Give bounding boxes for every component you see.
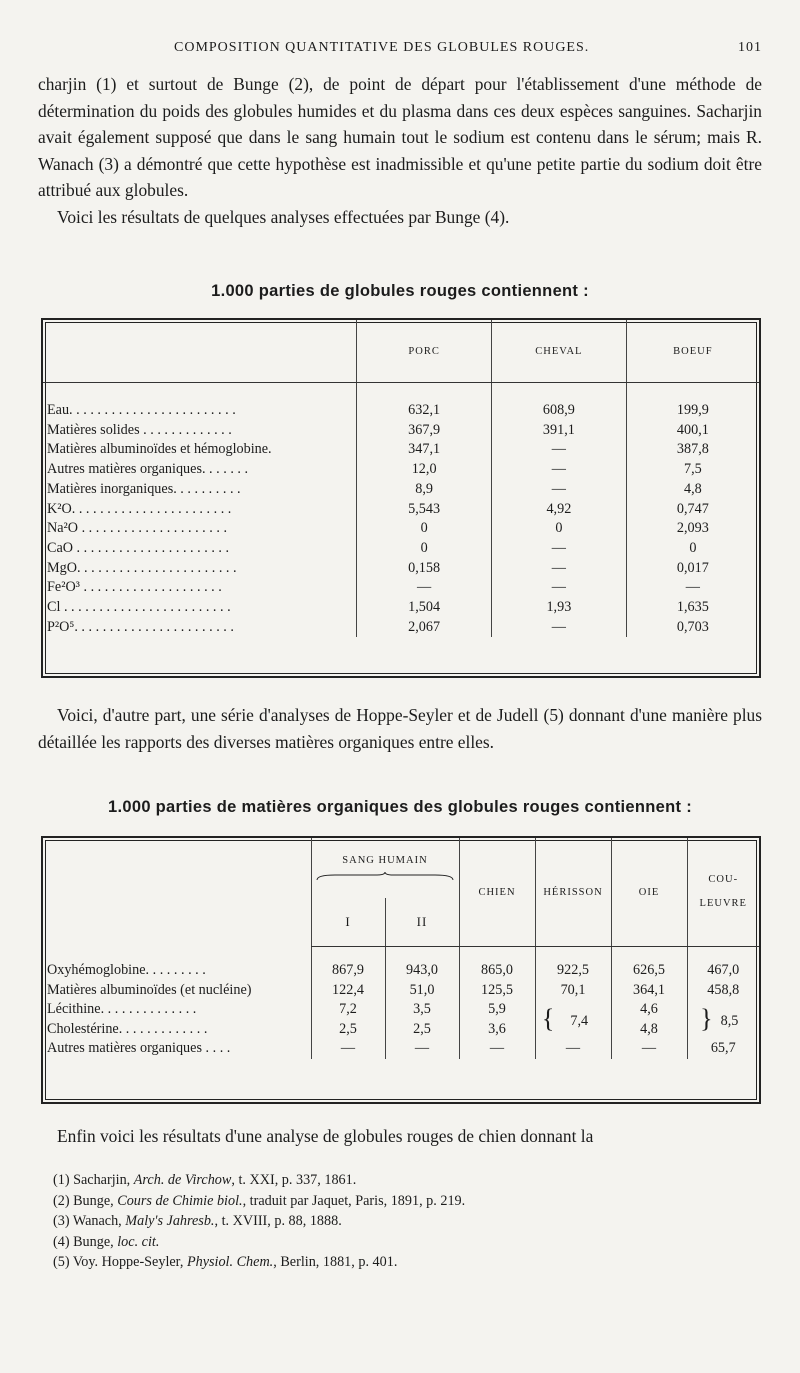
table-row: [43, 559, 759, 579]
cell-value: —: [535, 1039, 611, 1059]
table-row: [43, 1020, 759, 1040]
table-row: [43, 947, 759, 981]
paragraph: Voici, d'autre part, une série d'analyses de Hoppe-Seyler et de Judell (5) donnant d'une manière plus détaillée les rapports des diverses matières organiques entre elles.: [38, 705, 762, 752]
right-brace-icon: }: [700, 1004, 713, 1034]
column-header-part: COU-: [708, 874, 739, 885]
cell-value: 122,4: [311, 981, 385, 1001]
row-label: Matières albuminoïdes (et nucléine): [47, 981, 252, 998]
paragraph: Enfin voici les résultats d'une analyse de globules rouges de chien donnant la: [57, 1126, 594, 1146]
cell-value: 70,1: [535, 981, 611, 1001]
row-label: CaO . . . . . . . . . . . . . . . . . . . . . .: [47, 539, 230, 556]
column-header: CHEVAL: [492, 320, 627, 383]
cell-value: 458,8: [687, 981, 759, 1001]
body-text-bottom: [38, 1123, 762, 1150]
merged-cell: [535, 1000, 611, 1039]
body-text-middle: [38, 702, 762, 755]
paragraph: Voici les résultats de quelques analyses effectuées par Bunge (4).: [57, 206, 510, 227]
cell-value: —: [492, 480, 627, 500]
cell-value: —: [492, 539, 627, 559]
cell-value: 467,0: [687, 947, 759, 981]
table-row: [43, 981, 759, 1001]
footnote: (1) Sacharjin, Arch. de Virchow, t. XXI, p. 337, 1861.: [53, 1172, 357, 1188]
table2-caption: 1.000 parties de matières organiques des globules rouges contiennent :: [108, 798, 692, 816]
cell-value: 7,5: [626, 460, 759, 480]
cell-value: 7,4: [570, 1013, 589, 1030]
cell-value: 4,92: [492, 500, 627, 520]
cell-value: 1,504: [357, 598, 492, 618]
column-header-part: LEUVRE: [699, 898, 747, 909]
cell-value: 2,5: [311, 1020, 385, 1040]
row-label: Lécithine. . . . . . . . . . . . . .: [47, 1001, 197, 1018]
row-label: Cl . . . . . . . . . . . . . . . . . . . . . . . .: [47, 599, 231, 616]
cell-value: 943,0: [385, 947, 459, 981]
cell-value: —: [492, 440, 627, 460]
page-number: 101: [738, 40, 762, 55]
cell-value: 199,9: [626, 383, 759, 421]
cell-value: 0,703: [626, 618, 759, 638]
cell-value: 387,8: [626, 440, 759, 460]
cell-value: 0,747: [626, 500, 759, 520]
column-header: PORC: [357, 320, 492, 383]
table-row: [43, 440, 759, 460]
cell-value: 364,1: [611, 981, 687, 1001]
cell-value: 51,0: [385, 981, 459, 1001]
cell-value: 4,6: [611, 1000, 687, 1020]
row-label: Matières solides . . . . . . . . . . . . .: [47, 421, 232, 438]
row-label: K²O. . . . . . . . . . . . . . . . . . . . . . .: [47, 500, 232, 517]
column-header: CHIEN: [459, 838, 535, 947]
table-row: [43, 480, 759, 500]
cell-value: 8,5: [720, 1013, 739, 1030]
row-label: Oxyhémoglobine. . . . . . . . .: [47, 961, 206, 978]
cell-value: 626,5: [611, 947, 687, 981]
cell-value: 4,8: [611, 1020, 687, 1040]
cell-value: 0,017: [626, 559, 759, 579]
footnote: (4) Bunge, loc. cit.: [53, 1233, 160, 1250]
cell-value: 5,9: [459, 1000, 535, 1020]
row-label: Autres matières organiques. . . . . . .: [47, 461, 249, 478]
running-header: [38, 40, 762, 60]
table-row: [43, 1000, 759, 1020]
group-header-label: SANG HUMAIN: [342, 854, 428, 866]
cell-value: —: [492, 559, 627, 579]
cell-value: 2,093: [626, 519, 759, 539]
row-label: MgO. . . . . . . . . . . . . . . . . . . . . . .: [47, 559, 237, 576]
table-blood-globules: [41, 318, 761, 678]
row-label: Fe²O³ . . . . . . . . . . . . . . . . . . . .: [47, 579, 222, 596]
row-label: Cholestérine. . . . . . . . . . . . .: [47, 1020, 208, 1037]
cell-value: 1,635: [626, 598, 759, 618]
cell-value: 4,8: [626, 480, 759, 500]
cell-value: 65,7: [687, 1039, 759, 1059]
table-row: [43, 1039, 759, 1059]
footnote: (3) Wanach, Maly's Jahresb., t. XVIII, p. 88, 1888.: [53, 1213, 342, 1230]
footnote: (2) Bunge, Cours de Chimie biol., traduit par Jaquet, Paris, 1891, p. 219.: [53, 1192, 466, 1209]
cell-value: 3,6: [459, 1020, 535, 1040]
cell-value: 608,9: [492, 383, 627, 421]
cell-value: 3,5: [385, 1000, 459, 1020]
cell-value: 5,543: [357, 500, 492, 520]
running-title: COMPOSITION QUANTITATIVE DES GLOBULES ROUGES.: [174, 40, 590, 55]
row-label: P²O⁵. . . . . . . . . . . . . . . . . . . . . . .: [47, 618, 234, 635]
cell-value: 367,9: [357, 421, 492, 441]
cell-value: 391,1: [492, 421, 627, 441]
row-label: Na²O . . . . . . . . . . . . . . . . . . . . .: [47, 520, 228, 537]
cell-value: 865,0: [459, 947, 535, 981]
row-label: Eau. . . . . . . . . . . . . . . . . . . . . . . .: [47, 402, 236, 418]
table1-caption: 1.000 parties de globules rouges contiennent :: [211, 282, 589, 300]
cell-value: 2,067: [357, 618, 492, 638]
cell-value: 12,0: [357, 460, 492, 480]
cell-value: 8,9: [357, 480, 492, 500]
cell-value: —: [357, 578, 492, 598]
left-brace-icon: {: [541, 1004, 555, 1034]
cell-value: —: [626, 578, 759, 598]
cell-value: 867,9: [311, 947, 385, 981]
table-row: [43, 460, 759, 480]
cell-value: 7,2: [311, 1000, 385, 1020]
table-row: [43, 618, 759, 638]
cell-value: —: [385, 1039, 459, 1059]
table-row: [43, 578, 759, 598]
cell-value: —: [492, 618, 627, 638]
table-row: [43, 500, 759, 520]
paragraph: charjin (1) et surtout de Bunge (2), de point de départ pour l'établissement d'une méthode de détermination du poids des globules humides et du plasma dans ces deux espèces sanguines. Sacharjin avait également supposé que dans le sang humain tout le sodium est contenu dans le sérum; mais R. Wanach (3) a démontré que cette hypothèse est inadmissible et qu'une petite partie du sodium doit être attribué aux globules.: [38, 74, 762, 200]
cell-value: 347,1: [357, 440, 492, 460]
row-label: Matières inorganiques. . . . . . . . . .: [47, 480, 241, 497]
cell-value: —: [492, 578, 627, 598]
cell-value: 0: [357, 519, 492, 539]
cell-value: 632,1: [357, 383, 492, 421]
cell-value: 2,5: [385, 1020, 459, 1040]
column-header: II: [385, 898, 459, 947]
cell-value: 0: [626, 539, 759, 559]
cell-value: —: [611, 1039, 687, 1059]
cell-value: 0: [492, 519, 627, 539]
table-row: [43, 539, 759, 559]
column-header: BOEUF: [626, 320, 759, 383]
cell-value: —: [459, 1039, 535, 1059]
table-row: [43, 421, 759, 441]
cell-value: 922,5: [535, 947, 611, 981]
footnote: (5) Voy. Hoppe-Seyler, Physiol. Chem., Berlin, 1881, p. 401.: [53, 1254, 398, 1271]
cell-value: 400,1: [626, 421, 759, 441]
cell-value: 0,158: [357, 559, 492, 579]
cell-value: —: [311, 1039, 385, 1059]
cell-value: 1,93: [492, 598, 627, 618]
corner-cell: [43, 838, 311, 947]
column-header-couleuvre: [687, 838, 759, 947]
cell-value: 0: [357, 539, 492, 559]
table-row: [43, 598, 759, 618]
column-header: HÉRISSON: [535, 838, 611, 947]
table-organic-matter: [41, 836, 761, 1104]
body-text-top: [38, 71, 762, 230]
cell-value: —: [492, 460, 627, 480]
group-header: [311, 838, 459, 898]
column-header: OIE: [611, 838, 687, 947]
row-label: Autres matières organiques . . . .: [47, 1040, 231, 1057]
footnotes: [53, 1170, 753, 1273]
table-row: [43, 383, 759, 421]
brace-icon: [315, 872, 455, 882]
table-row: [43, 519, 759, 539]
column-header: I: [311, 898, 385, 947]
row-label: Matières albuminoïdes et hémoglobine.: [47, 441, 272, 458]
cell-value: 125,5: [459, 981, 535, 1001]
merged-cell: [687, 1000, 759, 1039]
corner-cell: [43, 320, 357, 383]
